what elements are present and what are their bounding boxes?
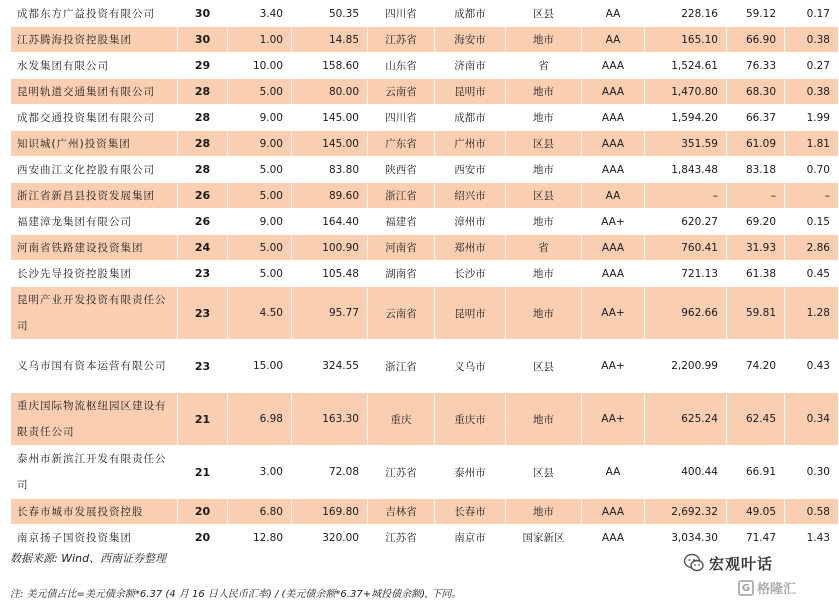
- cell-debt-ratio: 66.37: [727, 105, 785, 131]
- cell-count: 20: [178, 499, 228, 525]
- cell-count: 21: [178, 446, 228, 499]
- cell-province: 吉林省: [368, 499, 435, 525]
- cell-province: 江苏省: [368, 27, 435, 53]
- footnote: 注: 美元债占比=美元债余额*6.37 (4 月 16 日人民币汇率) / (美元债余额*6.37+城投债余额), 下同。: [10, 589, 462, 600]
- cell-amount: 164.40: [292, 209, 368, 235]
- cell-pct: 0.45: [785, 261, 839, 287]
- watermark: [738, 578, 796, 597]
- bond-table-body: [11, 1, 839, 551]
- cell-name: 成都东方广益投资有限公司: [11, 1, 178, 27]
- cell-count: 28: [178, 105, 228, 131]
- cell-pct: 0.43: [785, 340, 839, 393]
- cell-city: 重庆市: [435, 393, 506, 446]
- table-row: [11, 261, 839, 287]
- cell-level: 省: [506, 53, 582, 79]
- cell-ratio: 15.00: [228, 340, 292, 393]
- cell-level: 国家新区: [506, 525, 582, 551]
- cell-debt-ratio: 31.93: [727, 235, 785, 261]
- cell-name: 西安曲江文化控股有限公司: [11, 157, 178, 183]
- cell-pct: 1.99: [785, 105, 839, 131]
- cell-pct: 1.43: [785, 525, 839, 551]
- cell-name: 昆明产业开发投资有限责任公司: [11, 287, 178, 340]
- cell-count: 23: [178, 340, 228, 393]
- cell-amount: 169.80: [292, 499, 368, 525]
- cell-assets: 760.41: [645, 235, 727, 261]
- cell-level: 地市: [506, 261, 582, 287]
- table-row: [11, 499, 839, 525]
- cell-amount: 145.00: [292, 131, 368, 157]
- cell-province: 四川省: [368, 1, 435, 27]
- cell-assets: 351.59: [645, 131, 727, 157]
- cell-count: 23: [178, 287, 228, 340]
- watermark-text: 格隆汇: [757, 582, 797, 597]
- cell-province: 浙江省: [368, 340, 435, 393]
- cell-count: 21: [178, 393, 228, 446]
- cell-province: 河南省: [368, 235, 435, 261]
- cell-rating: AAA: [582, 53, 645, 79]
- cell-debt-ratio: 66.91: [727, 446, 785, 499]
- cell-amount: 72.08: [292, 446, 368, 499]
- cell-assets: 2,692.32: [645, 499, 727, 525]
- cell-province: 山东省: [368, 53, 435, 79]
- cell-count: 28: [178, 79, 228, 105]
- cell-rating: AAA: [582, 235, 645, 261]
- cell-pct: 0.38: [785, 79, 839, 105]
- cell-ratio: 3.40: [228, 1, 292, 27]
- table-row: [11, 53, 839, 79]
- cell-amount: 95.77: [292, 287, 368, 340]
- table-row: [11, 27, 839, 53]
- cell-debt-ratio: 76.33: [727, 53, 785, 79]
- brand-badge: [683, 552, 773, 574]
- cell-assets: 228.16: [645, 1, 727, 27]
- cell-level: 区县: [506, 183, 582, 209]
- cell-level: 区县: [506, 340, 582, 393]
- cell-rating: AAA: [582, 131, 645, 157]
- table-row: [11, 340, 839, 393]
- cell-name: 重庆国际物流枢纽园区建设有限责任公司: [11, 393, 178, 446]
- cell-name: 南京扬子国资投资集团: [11, 525, 178, 551]
- cell-rating: AAA: [582, 105, 645, 131]
- cell-assets: 165.10: [645, 27, 727, 53]
- cell-amount: 320.00: [292, 525, 368, 551]
- cell-pct: 0.38: [785, 27, 839, 53]
- cell-rating: AAA: [582, 261, 645, 287]
- watermark-logo-icon: G: [738, 580, 754, 596]
- cell-name: 长春市城市发展投资控股: [11, 499, 178, 525]
- table-row: [11, 105, 839, 131]
- cell-level: 地市: [506, 209, 582, 235]
- cell-ratio: 12.80: [228, 525, 292, 551]
- cell-city: 西安市: [435, 157, 506, 183]
- cell-level: 省: [506, 235, 582, 261]
- cell-city: 广州市: [435, 131, 506, 157]
- table-row: [11, 1, 839, 27]
- brand-name: 宏观叶话: [709, 554, 774, 573]
- cell-amount: 145.00: [292, 105, 368, 131]
- cell-city: 绍兴市: [435, 183, 506, 209]
- cell-rating: AAA: [582, 499, 645, 525]
- cell-amount: 80.00: [292, 79, 368, 105]
- bond-table: [10, 0, 839, 551]
- cell-debt-ratio: 61.38: [727, 261, 785, 287]
- cell-ratio: 10.00: [228, 53, 292, 79]
- cell-count: 24: [178, 235, 228, 261]
- cell-debt-ratio: 49.05: [727, 499, 785, 525]
- cell-province: 陕西省: [368, 157, 435, 183]
- cell-amount: 50.35: [292, 1, 368, 27]
- cell-assets: 3,034.30: [645, 525, 727, 551]
- cell-rating: AA+: [582, 340, 645, 393]
- cell-pct: –: [785, 183, 839, 209]
- cell-name: 知识城(广州)投资集团: [11, 131, 178, 157]
- cell-rating: AA: [582, 1, 645, 27]
- cell-pct: 1.28: [785, 287, 839, 340]
- cell-count: 28: [178, 157, 228, 183]
- cell-assets: 1,843.48: [645, 157, 727, 183]
- cell-name: 浙江省新昌县投资发展集团: [11, 183, 178, 209]
- cell-rating: AA: [582, 183, 645, 209]
- cell-assets: 2,200.99: [645, 340, 727, 393]
- cell-assets: 1,524.61: [645, 53, 727, 79]
- cell-province: 江苏省: [368, 446, 435, 499]
- cell-assets: 625.24: [645, 393, 727, 446]
- cell-ratio: 5.00: [228, 235, 292, 261]
- cell-name: 江苏腾海投资控股集团: [11, 27, 178, 53]
- cell-rating: AAA: [582, 79, 645, 105]
- cell-ratio: 1.00: [228, 27, 292, 53]
- cell-city: 郑州市: [435, 235, 506, 261]
- cell-pct: 0.58: [785, 499, 839, 525]
- cell-ratio: 9.00: [228, 131, 292, 157]
- cell-rating: AA: [582, 446, 645, 499]
- cell-count: 30: [178, 1, 228, 27]
- cell-rating: AA+: [582, 209, 645, 235]
- cell-level: 区县: [506, 131, 582, 157]
- table-row: [11, 157, 839, 183]
- cell-province: 福建省: [368, 209, 435, 235]
- cell-pct: 0.34: [785, 393, 839, 446]
- cell-city: 济南市: [435, 53, 506, 79]
- table-row: [11, 446, 839, 499]
- cell-level: 区县: [506, 1, 582, 27]
- cell-debt-ratio: 69.20: [727, 209, 785, 235]
- cell-ratio: 5.00: [228, 183, 292, 209]
- table-row: [11, 131, 839, 157]
- cell-ratio: 9.00: [228, 209, 292, 235]
- cell-rating: AA+: [582, 393, 645, 446]
- cell-city: 漳州市: [435, 209, 506, 235]
- cell-name: 水发集团有限公司: [11, 53, 178, 79]
- cell-city: 成都市: [435, 105, 506, 131]
- cell-debt-ratio: 59.12: [727, 1, 785, 27]
- cell-city: 泰州市: [435, 446, 506, 499]
- cell-assets: 1,594.20: [645, 105, 727, 131]
- cell-city: 长春市: [435, 499, 506, 525]
- cell-level: 地市: [506, 287, 582, 340]
- cell-province: 广东省: [368, 131, 435, 157]
- cell-province: 四川省: [368, 105, 435, 131]
- table-row: [11, 209, 839, 235]
- cell-pct: 2.86: [785, 235, 839, 261]
- cell-level: 地市: [506, 27, 582, 53]
- cell-level: 地市: [506, 105, 582, 131]
- cell-amount: 324.55: [292, 340, 368, 393]
- cell-city: 成都市: [435, 1, 506, 27]
- cell-pct: 0.17: [785, 1, 839, 27]
- cell-ratio: 9.00: [228, 105, 292, 131]
- cell-pct: 1.81: [785, 131, 839, 157]
- cell-count: 26: [178, 209, 228, 235]
- cell-province: 云南省: [368, 287, 435, 340]
- cell-pct: 0.15: [785, 209, 839, 235]
- cell-count: 30: [178, 27, 228, 53]
- cell-rating: AAA: [582, 157, 645, 183]
- cell-ratio: 4.50: [228, 287, 292, 340]
- cell-city: 长沙市: [435, 261, 506, 287]
- cell-assets: –: [645, 183, 727, 209]
- cell-level: 地市: [506, 499, 582, 525]
- cell-city: 南京市: [435, 525, 506, 551]
- cell-ratio: 5.00: [228, 157, 292, 183]
- cell-city: 昆明市: [435, 79, 506, 105]
- data-source-note: 数据来源: Wind、西南证券整理: [10, 552, 167, 565]
- cell-rating: AAA: [582, 525, 645, 551]
- cell-province: 重庆: [368, 393, 435, 446]
- cell-debt-ratio: 68.30: [727, 79, 785, 105]
- cell-rating: AA+: [582, 287, 645, 340]
- table-row: [11, 235, 839, 261]
- cell-ratio: 6.80: [228, 499, 292, 525]
- cell-name: 河南省铁路建设投资集团: [11, 235, 178, 261]
- cell-level: 地市: [506, 79, 582, 105]
- table-row: [11, 393, 839, 446]
- cell-amount: 100.90: [292, 235, 368, 261]
- cell-debt-ratio: 59.81: [727, 287, 785, 340]
- cell-name: 义乌市国有资本运营有限公司: [11, 340, 178, 393]
- cell-name: 福建漳龙集团有限公司: [11, 209, 178, 235]
- cell-assets: 620.27: [645, 209, 727, 235]
- wechat-icon: [683, 552, 705, 574]
- cell-name: 成都交通投资集团有限公司: [11, 105, 178, 131]
- cell-city: 昆明市: [435, 287, 506, 340]
- cell-name: 泰州市新滨江开发有限责任公司: [11, 446, 178, 499]
- table-row: [11, 525, 839, 551]
- cell-pct: 0.30: [785, 446, 839, 499]
- cell-count: 26: [178, 183, 228, 209]
- cell-city: 义乌市: [435, 340, 506, 393]
- cell-debt-ratio: 71.47: [727, 525, 785, 551]
- cell-debt-ratio: 61.09: [727, 131, 785, 157]
- cell-amount: 14.85: [292, 27, 368, 53]
- cell-rating: AA: [582, 27, 645, 53]
- cell-amount: 83.80: [292, 157, 368, 183]
- cell-province: 云南省: [368, 79, 435, 105]
- cell-debt-ratio: –: [727, 183, 785, 209]
- cell-count: 23: [178, 261, 228, 287]
- cell-assets: 400.44: [645, 446, 727, 499]
- cell-ratio: 6.98: [228, 393, 292, 446]
- cell-province: 湖南省: [368, 261, 435, 287]
- cell-assets: 962.66: [645, 287, 727, 340]
- cell-ratio: 5.00: [228, 261, 292, 287]
- table-row: [11, 183, 839, 209]
- cell-name: 长沙先导投资控股集团: [11, 261, 178, 287]
- cell-debt-ratio: 83.18: [727, 157, 785, 183]
- cell-province: 江苏省: [368, 525, 435, 551]
- cell-level: 地市: [506, 157, 582, 183]
- cell-assets: 721.13: [645, 261, 727, 287]
- table-row: [11, 287, 839, 340]
- table-row: [11, 79, 839, 105]
- cell-ratio: 5.00: [228, 79, 292, 105]
- cell-count: 28: [178, 131, 228, 157]
- cell-ratio: 3.00: [228, 446, 292, 499]
- cell-level: 地市: [506, 393, 582, 446]
- cell-amount: 89.60: [292, 183, 368, 209]
- cell-amount: 105.48: [292, 261, 368, 287]
- cell-debt-ratio: 66.90: [727, 27, 785, 53]
- cell-pct: 0.27: [785, 53, 839, 79]
- cell-province: 浙江省: [368, 183, 435, 209]
- cell-debt-ratio: 62.45: [727, 393, 785, 446]
- cell-debt-ratio: 74.20: [727, 340, 785, 393]
- cell-amount: 163.30: [292, 393, 368, 446]
- cell-count: 29: [178, 53, 228, 79]
- cell-assets: 1,470.80: [645, 79, 727, 105]
- cell-name: 昆明轨道交通集团有限公司: [11, 79, 178, 105]
- cell-level: 区县: [506, 446, 582, 499]
- cell-pct: 0.70: [785, 157, 839, 183]
- cell-count: 20: [178, 525, 228, 551]
- cell-city: 海安市: [435, 27, 506, 53]
- cell-amount: 158.60: [292, 53, 368, 79]
